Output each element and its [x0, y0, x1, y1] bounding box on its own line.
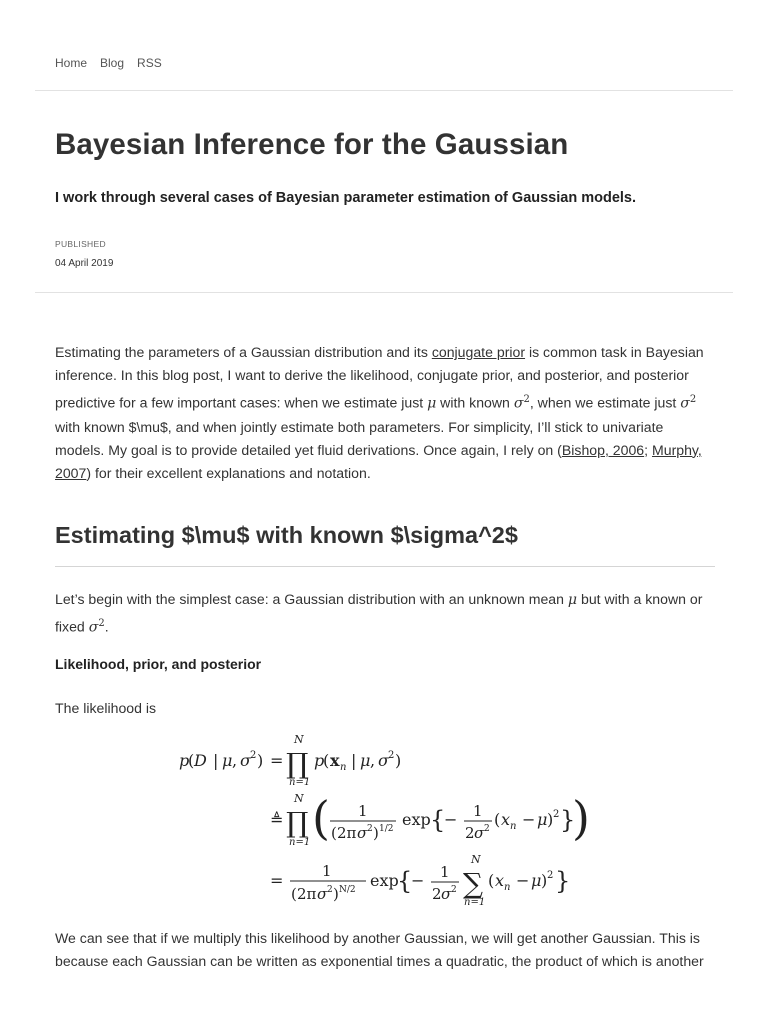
svg-text:(: (: [312, 791, 330, 845]
svg-text:σ: σ: [378, 751, 389, 770]
svg-text:=: =: [270, 871, 284, 890]
svg-text:σ: σ: [357, 824, 368, 842]
svg-text:): ): [572, 791, 590, 845]
bishop-citation-link[interactable]: Bishop, 2006: [561, 441, 645, 458]
svg-text:2: 2: [250, 750, 257, 761]
svg-text:1/2: 1/2: [379, 824, 394, 834]
svg-text:N: N: [294, 733, 304, 746]
svg-text:1: 1: [322, 862, 332, 880]
svg-text:): ): [333, 885, 339, 903]
svg-text:σ: σ: [474, 824, 485, 842]
svg-text:1: 1: [358, 802, 368, 820]
svg-text:|: |: [213, 751, 219, 770]
svg-text:x: x: [501, 810, 511, 829]
svg-text:n=1: n=1: [289, 837, 311, 848]
svg-text:2: 2: [484, 824, 490, 834]
svg-text:=: =: [270, 751, 284, 770]
svg-text:(: (: [331, 824, 337, 842]
svg-text:1: 1: [473, 802, 483, 820]
published-label: PUBLISHED: [55, 239, 106, 249]
svg-text:,: ,: [232, 751, 238, 770]
svg-text:μ: μ: [537, 810, 548, 829]
svg-text:−: −: [411, 871, 425, 890]
svg-text:2: 2: [432, 885, 442, 903]
svg-text:(: (: [488, 871, 495, 890]
nav-rss-link[interactable]: RSS: [137, 56, 162, 70]
svg-text:2: 2: [327, 885, 333, 895]
header-divider: [35, 90, 733, 91]
svg-text:n: n: [340, 762, 347, 773]
svg-text:2π: 2π: [337, 824, 357, 842]
likelihood-equation: [0, 728, 768, 912]
svg-text:,: ,: [370, 751, 376, 770]
svg-text:≜: ≜: [270, 810, 284, 829]
svg-text:N: N: [294, 792, 304, 805]
equation-line-2: [270, 791, 590, 848]
section-heading: Estimating $\mu$ with known $\sigma^2$: [55, 522, 518, 548]
intro-paragraph: Estimating the parameters of a Gaussian distribution and its conjugate prior is common task in Bayesian inference. In this blog post, I want to derive the likelihood, conjugate prior, and posterior, and posterior predictive for a few important cases: when we estimate just μ with known $\sigma^2$, when we estimate just $\sigma^2$ with known $\mu$, and when jointly estimate both parameters. For simplicity, I’ll stick to univariate models. My goal is to provide detailed yet fluid derivations. Once again, I rely on (Bishop, 2006; Murphy, 2007) for their excellent explanations and notation.: [55, 344, 704, 482]
svg-text:(: (: [188, 751, 195, 770]
conjugate-prior-link[interactable]: conjugate prior: [431, 344, 526, 360]
svg-text:N: N: [471, 853, 481, 866]
svg-text:2π: 2π: [297, 885, 317, 903]
svg-text:(: (: [323, 751, 330, 770]
svg-text:2: 2: [465, 824, 475, 842]
svg-text:n=1: n=1: [464, 897, 486, 908]
nav-home-link[interactable]: Home: [55, 56, 88, 70]
closing-paragraph: We can see that if we multiply this likelihood by another Gaussian, we will get another Gaussian. This is because each Gaussian can be written as exponential times a quadratic, the product of which is another: [55, 930, 704, 970]
svg-text:∏: ∏: [286, 747, 309, 780]
svg-text:D: D: [194, 751, 207, 770]
svg-text:}: }: [555, 867, 571, 895]
svg-text:): ): [373, 824, 379, 842]
svg-text:p: p: [314, 751, 325, 770]
mu-symbol: μ: [427, 395, 437, 412]
equation-line-3: [270, 853, 570, 908]
svg-text:|: |: [351, 751, 357, 770]
svg-text:2: 2: [451, 885, 457, 895]
svg-text:n: n: [510, 821, 517, 832]
svg-text:{: {: [430, 806, 446, 834]
svg-text:μ: μ: [531, 871, 542, 890]
svg-text:): ): [547, 810, 554, 829]
svg-text:−: −: [522, 810, 536, 829]
meta-divider: [35, 292, 733, 293]
top-nav: [55, 56, 162, 70]
section-paragraph: Let’s begin with the simplest case: a Gaussian distribution with an unknown mean μ but with a known or fixed $\sigma^2$.: [55, 591, 703, 636]
section-divider: [55, 566, 715, 567]
equation-line-1: [179, 733, 401, 788]
likelihood-intro: The likelihood is: [55, 700, 157, 716]
svg-text:2: 2: [367, 824, 373, 834]
svg-text:σ: σ: [441, 885, 452, 903]
sigma-symbol: σ: [513, 395, 524, 412]
svg-text:2: 2: [388, 750, 395, 761]
svg-text:μ: μ: [360, 751, 371, 770]
svg-text:∏: ∏: [286, 806, 309, 839]
svg-text:): ): [395, 751, 402, 770]
svg-text:n: n: [504, 882, 511, 893]
svg-text:−: −: [444, 810, 458, 829]
published-date: 04 April 2019: [55, 258, 114, 269]
svg-text:exp: exp: [402, 810, 431, 829]
murphy-citation-link[interactable]: Murphy, 2007: [55, 441, 702, 482]
svg-text:p: p: [179, 751, 190, 770]
page-title: Bayesian Inference for the Gaussian: [55, 128, 569, 161]
svg-text:x: x: [330, 751, 340, 770]
svg-text:}: }: [560, 806, 576, 834]
svg-text:exp: exp: [370, 871, 399, 890]
svg-text:): ): [257, 751, 264, 770]
svg-text:): ): [541, 871, 548, 890]
svg-text:(: (: [291, 885, 297, 903]
svg-text:∑: ∑: [463, 867, 483, 900]
svg-text:{: {: [397, 867, 413, 895]
svg-text:σ: σ: [317, 885, 328, 903]
svg-text:(: (: [494, 810, 501, 829]
page-subtitle: I work through several cases of Bayesian parameter estimation of Gaussian models.: [55, 190, 637, 206]
svg-text:N/2: N/2: [339, 885, 356, 895]
svg-text:−: −: [516, 871, 530, 890]
svg-text:n=1: n=1: [289, 777, 311, 788]
subsection-heading: Likelihood, prior, and posterior: [55, 656, 262, 672]
svg-text:2: 2: [553, 809, 560, 820]
nav-blog-link[interactable]: Blog: [100, 56, 125, 70]
svg-text:μ: μ: [222, 751, 233, 770]
svg-text:x: x: [495, 871, 505, 890]
svg-text:1: 1: [440, 863, 450, 881]
svg-text:2: 2: [547, 870, 554, 881]
svg-text:σ: σ: [240, 751, 251, 770]
